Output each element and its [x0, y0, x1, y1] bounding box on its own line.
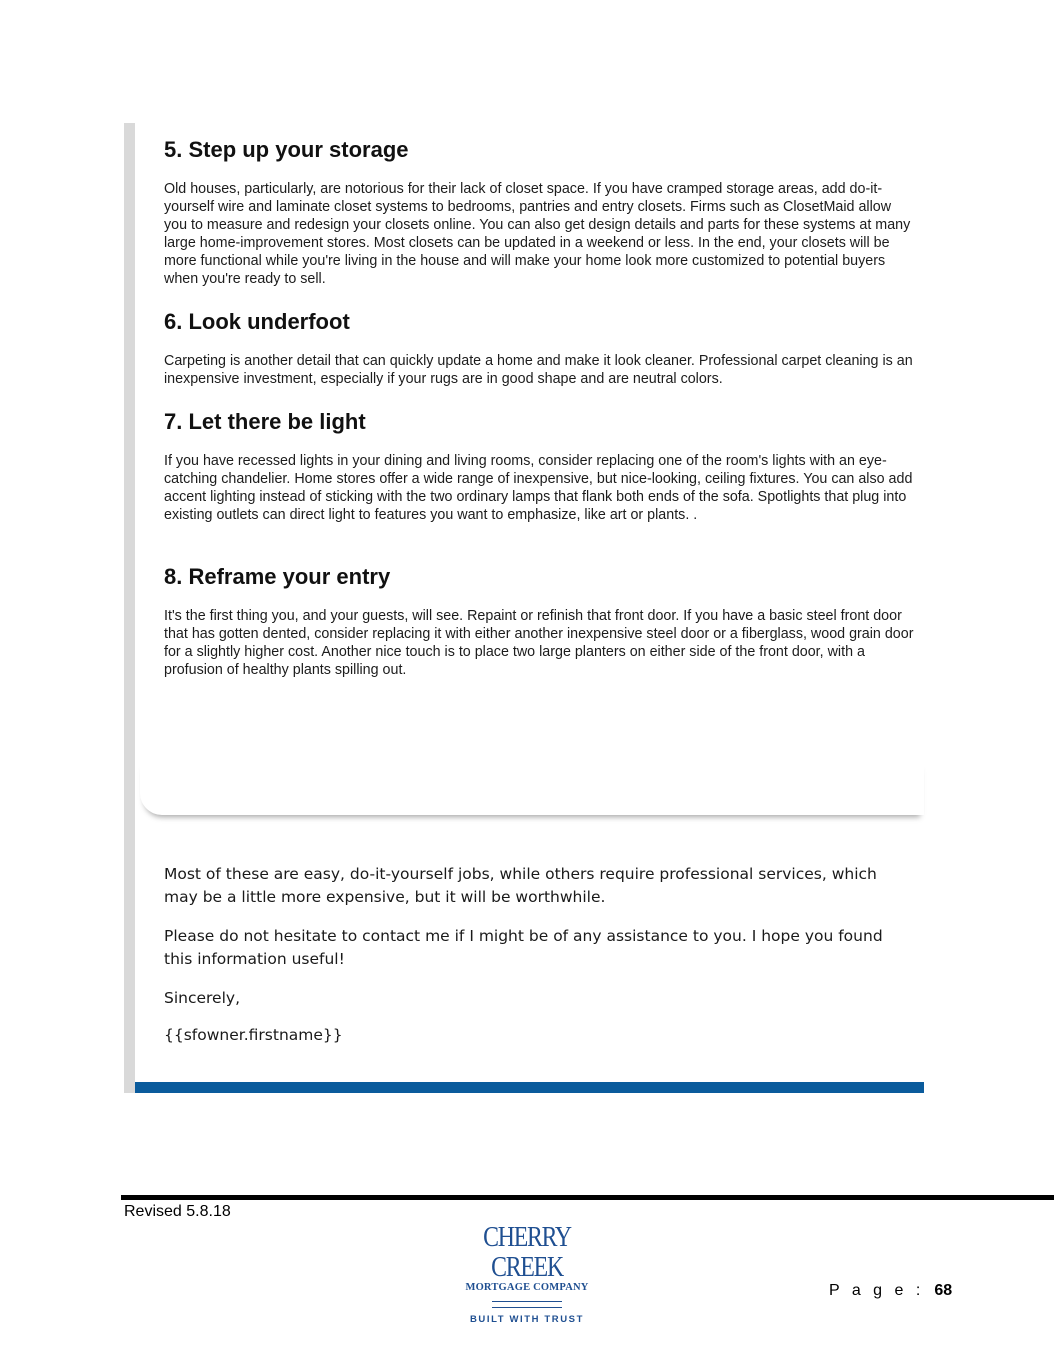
closing-paragraph-2: Please do not hesitate to contact me if I might be of any assistance to you. I hope you found this information useful! — [164, 927, 883, 968]
section-heading: 5. Step up your storage — [164, 137, 409, 162]
left-accent-rule — [124, 123, 135, 1093]
page-label: P a g e : — [829, 1282, 925, 1299]
section-heading: 8. Reframe your entry — [164, 564, 391, 589]
section-entry — [164, 561, 914, 679]
section-underfoot — [164, 306, 914, 388]
section-heading: 7. Let there be light — [164, 409, 366, 434]
signoff: Sincerely, — [164, 989, 241, 1007]
section-text: Old houses, particularly, are notorious for their lack of closet space. If you have cramped storage areas, add do-it-yourself wire and laminate closet systems to bedrooms, pantries and entry closets. Firms such as ClosetMaid allow you to measure and redesign your closets online. You can also get design details and parts for these systems at many large home-improvement stores. Most closets can be updated in a weekend or less. In the end, your closets will be more functional while you're living in the house and will make your home look more customized to potential buyers when you're ready to sell. — [164, 181, 911, 287]
closing-block — [164, 863, 914, 1063]
logo-divider — [492, 1301, 562, 1308]
closing-paragraph-1: Most of these are easy, do-it-yourself jobs, while others require professional services, which may be a little more expensive, but it will be worthwhile. — [164, 865, 877, 906]
section-text: Carpeting is another detail that can quickly update a home and make it look cleaner. Professional carpet cleaning is an inexpensive investment, especially if your rugs are in good shape and are neutral colors. — [164, 353, 913, 387]
accent-bar — [135, 1082, 924, 1093]
section-text: If you have recessed lights in your dining and living rooms, consider replacing one of the room's lights with an eye-catching chandelier. Home stores offer a wide range of inexpensive, but nice-looking, ceiling fixtures. You can also add accent lighting instead of sticking with the two ordinary lamps that flank both ends of the sofa. Spotlights that plug into existing outlets can direct light to features you want to emphasize, like art or plants. . — [164, 453, 913, 523]
logo-sub-text: MORTGAGE COMPANY — [465, 1282, 589, 1293]
section-storage — [164, 134, 914, 288]
article-card-bottom-edge — [140, 760, 924, 815]
company-logo — [440, 1222, 614, 1325]
footer-rule — [121, 1195, 1054, 1200]
revised-date: Revised 5.8.18 — [124, 1203, 231, 1220]
logo-main-text: CHERRY CREEK — [483, 1221, 571, 1283]
section-heading: 6. Look underfoot — [164, 309, 350, 334]
logo-tagline: BUILT WITH TRUST — [469, 1314, 585, 1325]
section-light — [164, 406, 914, 524]
page-number — [829, 1282, 952, 1300]
signature-placeholder: {{sfowner.firstname}} — [164, 1026, 343, 1044]
page-value: 68 — [934, 1282, 953, 1299]
section-text: It's the first thing you, and your guests, will see. Repaint or refinish that front door. If you have a basic steel front door that has gotten dented, consider replacing it with either another inexpensive steel door or a fiberglass, wood grain door for a slightly higher cost. Another nice touch is to place two large planters on either side of the front door, with a profusion of healthy plants spilling out. — [164, 608, 914, 678]
